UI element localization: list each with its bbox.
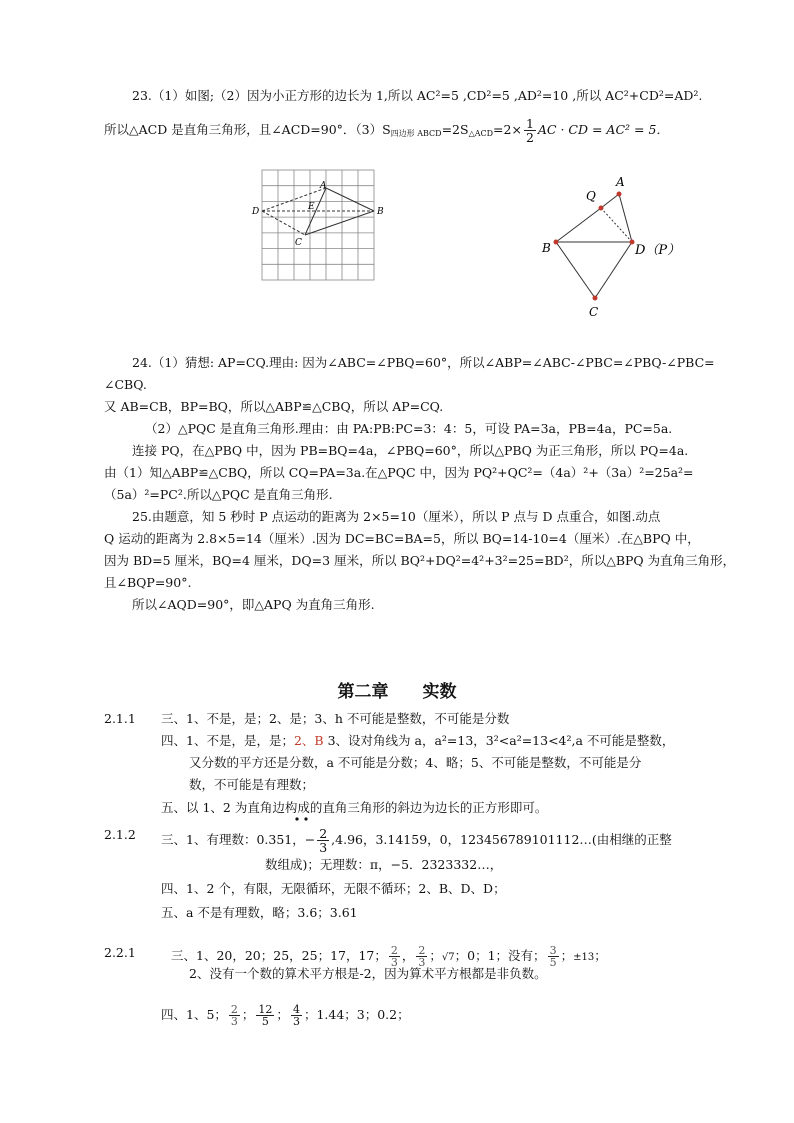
s221-a1-tail: ；0；1；没有；: [454, 948, 546, 963]
s221-a1-end: ；: [594, 948, 607, 963]
s221-frac2: [416, 945, 427, 968]
p24-l1: 24.（1）猜想: AP=CQ.理由: 因为∠ABC=∠PBQ=60°，所以∠ABP=∠ABC-∠PBC=∠PBQ-∠PBC=: [132, 355, 715, 370]
label-Q: Q: [586, 189, 596, 203]
grid-figure: [250, 168, 384, 283]
s221-a2: 2、没有一个数的算术平方根是-2，因为算术平方根都是非负数。: [189, 966, 547, 981]
s221-g1: [229, 1004, 240, 1027]
s221-frac3: [548, 945, 559, 968]
frac-num: 2: [390, 944, 398, 957]
s221-g3: [291, 1004, 302, 1027]
frac-num: 2: [230, 1003, 238, 1016]
frac-den: 3: [319, 840, 328, 855]
frac-num: 3: [549, 944, 557, 957]
s211-c: 五、以 1、2 为直角边构成的直角三角形的斜边为边长的正方形即可。: [161, 800, 548, 815]
p24-l5: 连接 PQ，在△PBQ 中，因为 PB=BQ=4a，∠PBQ=60°，所以△PBQ 为正三角形，所以 PQ=4a.: [132, 443, 689, 458]
p23-sub1: 四边形 ABCD: [390, 129, 442, 138]
p23-line2a: 所以△ACD 是直角三角形，且∠ACD=90°．（3）S: [104, 122, 391, 137]
s212-fraction: [317, 827, 329, 854]
s221-a1-text: 三、1、20，20；25，25；17，17；: [171, 948, 387, 963]
s212-num: 2.1.2: [104, 827, 136, 842]
segment-QA: [601, 194, 619, 208]
segment-BC: [556, 242, 595, 298]
grid-lines: [262, 170, 374, 280]
s212-c: 五、a 不是有理数，略；3.6；3.61: [161, 905, 358, 920]
triangle-figure: [536, 170, 706, 320]
p23-line2c: =2×: [493, 122, 522, 137]
segment-BQ: [556, 208, 601, 242]
frac-den: 3: [418, 956, 426, 969]
frac-num: 12: [258, 1003, 273, 1016]
label-A: A: [320, 181, 327, 191]
s212-a1: [161, 827, 672, 854]
p25-l5: 所以∠AQD=90°，即△APQ 为直角三角形.: [132, 597, 375, 612]
label-C: C: [589, 305, 599, 319]
chapter-title: 第二章 实数: [337, 682, 457, 702]
frac-num: 4: [292, 1003, 300, 1016]
segment-DC: [262, 211, 305, 235]
p23-line2d: AC · CD = AC² = 5．: [537, 122, 669, 137]
frac-num: 2: [319, 826, 328, 841]
s211-num: 2.1.1: [104, 711, 136, 726]
s221-root7: √7: [441, 952, 455, 963]
p25-l3: 因为 BD=5 厘米，BQ=4 厘米，DQ=3 厘米，所以 BQ²+DQ²=4²+3²=25=BD²，所以△BPQ 为直角三角形，: [104, 553, 736, 568]
repeating-dots: [291, 815, 321, 823]
p23-line1: 23.（1）如图;（2）因为小正方形的边长为 1,所以 AC²=5 ,CD²=5 ,AD²=10 ,所以 AC²+CD²=AD².: [132, 88, 703, 103]
s211-b1-text: 四、1、不是，是，是；: [161, 733, 294, 748]
label-D: D: [252, 207, 260, 217]
label-DP: D（P）: [635, 243, 681, 258]
p25-l2: Q 运动的距离为 2.8×5=14（厘米）.因为 DC=BC=BA=5，所以 BQ=14-10=4（厘米）.在△BPQ 中，: [104, 531, 700, 546]
frac-den: 5: [549, 956, 557, 969]
p25-l1: 25.由题意，知 5 秒时 P 点运动的距离为 2×5=10（厘米），所以 P 点与 D 点重合，如图.动点: [132, 509, 661, 524]
s211-b1: [161, 733, 674, 749]
segment-AB: [326, 188, 374, 211]
frac-den: 5: [261, 1015, 269, 1028]
s212-b: 四、1、2 个，有限，无限循环，无限不循环；2、B、D、D；: [161, 881, 506, 896]
label-B: B: [377, 207, 384, 217]
label-A: A: [616, 175, 625, 189]
label-B: B: [542, 241, 551, 255]
s212-a1-text: 三、1、有理数：0.351，−: [161, 832, 316, 847]
s221-b1: 四、1、5； $\frac{2}{3}$ ； $\frac{12}{5}$ ； $\frac{4}{3}$ ；1.44；3；0.2；: [161, 1003, 410, 1028]
quadrilateral: [262, 188, 374, 235]
s211-b1-rest: 3、设对角线为 a，a²=13，3²<a²=13<4²,a 不可能是整数，: [323, 733, 675, 748]
s211-b1-red: 2、B: [293, 733, 324, 748]
p23-sub2: △ACD: [468, 129, 494, 138]
p23-line2b: =2S: [441, 122, 469, 137]
s212-a1-b: ,4.96，3.14159，0，123456789101112…(由相继的正整: [331, 832, 672, 847]
p25-l4: 且∠BQP=90°.: [104, 575, 192, 590]
segment-DC: [595, 242, 632, 298]
s221-b1-tail: ；1.44；3；0.2；: [303, 1007, 410, 1022]
frac-num: 2: [418, 944, 426, 957]
s221-b1-text: 四、1、5；: [161, 1007, 227, 1022]
s221-g2: [256, 1004, 274, 1027]
frac-den: 2: [525, 130, 534, 145]
s221-frac1: [389, 945, 400, 968]
segment-BC: [305, 211, 374, 235]
p24-l2: ∠CBQ.: [104, 377, 147, 392]
p24-l4: （2）△PQC 是直角三角形.理由：由 PA:PB:PC=3：4：5，可设 PA=3a，PB=4a，PC=5a.: [145, 421, 673, 436]
s212-a2: 数组成)；无理数：π，−5．2323332…，: [265, 857, 503, 872]
frac-num: 1: [525, 116, 534, 131]
p24-l6: 由（1）知△ABP≌△CBQ，所以 CQ=PA=3a.在△PQC 中，因为 PQ²+QC²=（4a）²+（3a）²=25a²=: [104, 465, 694, 480]
s211-b3: 数，不可能是有理数；: [189, 777, 315, 792]
s211-a: 三、1、不是，是；2、是；3、h 不可能是整数，不可能是分数: [161, 711, 510, 726]
frac-den: 3: [292, 1015, 300, 1028]
s221-num: 2.2.1: [104, 945, 136, 960]
p23-line2: [104, 117, 669, 144]
frac-den: 3: [390, 956, 398, 969]
s211-b2: 又分数的平方还是分数，a 不可能是分数；4、略；5、不可能是整数，不可能是分: [189, 755, 642, 770]
frac-den: 3: [230, 1015, 238, 1028]
s221-a1: 三、1、20，20；25，25；17，17； $\frac{2}{3}$ ， $\frac{2}{3}$ ；√7；0；1；没有； $\frac{3}{5}$ ；±13；: [171, 944, 607, 969]
p23-fraction: [524, 117, 536, 144]
p24-l7: （5a）²=PC².所以△PQC 是直角三角形.: [104, 487, 333, 502]
label-E: E: [308, 202, 315, 212]
p24-l3: 又 AB=CB，BP=BQ，所以△ABP≌△CBQ，所以 AP=CQ.: [104, 399, 444, 414]
figure-lines: [556, 194, 632, 298]
label-C: C: [295, 238, 302, 248]
s221-root13: ±13: [573, 952, 595, 963]
